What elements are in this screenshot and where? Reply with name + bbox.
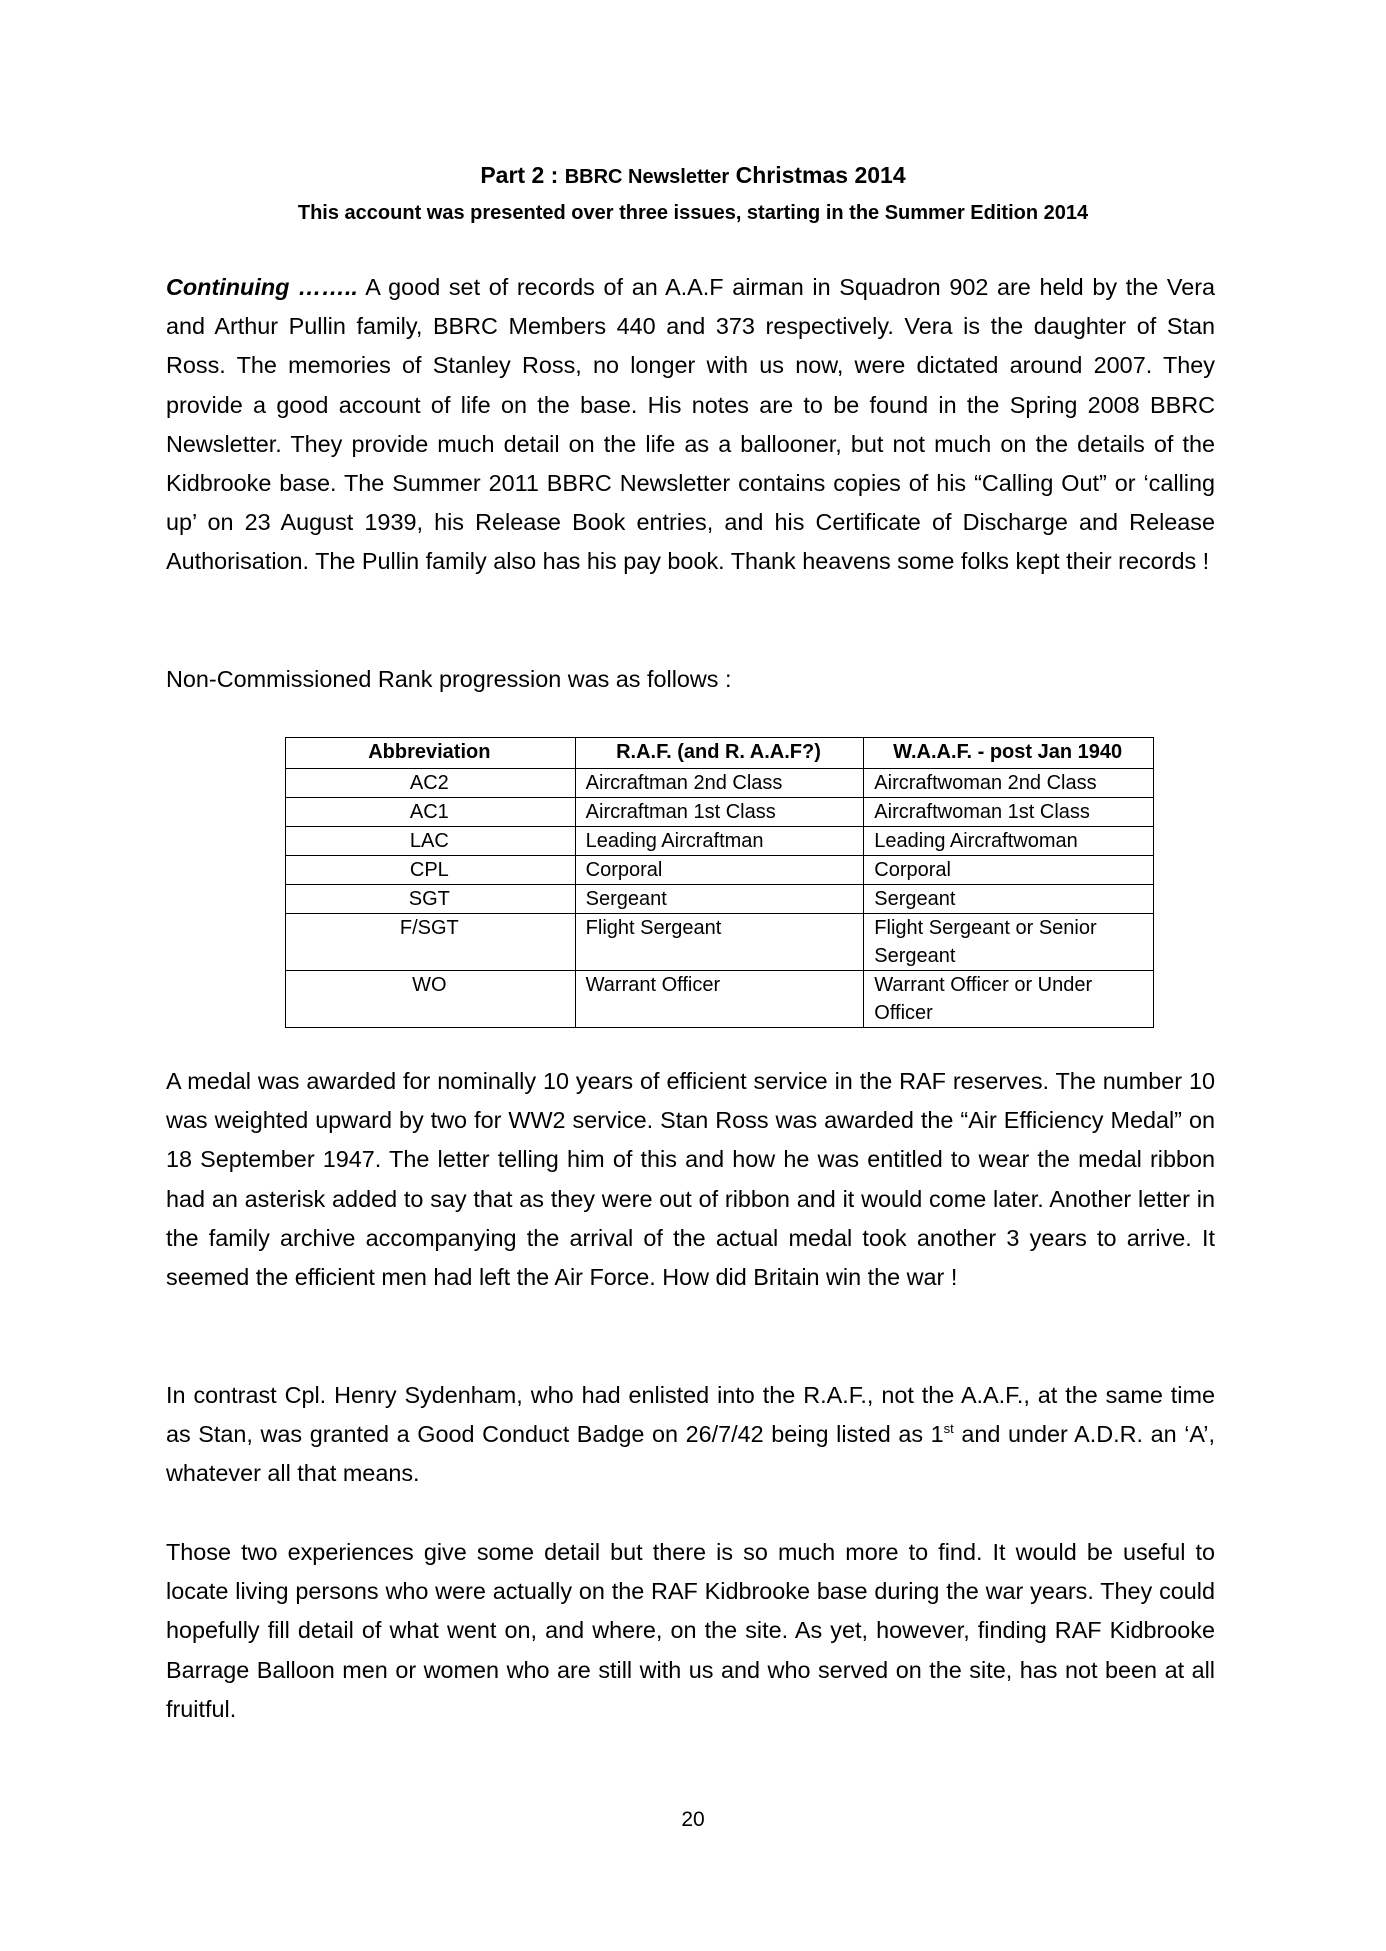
cell-abbreviation: WO	[286, 971, 576, 1028]
paragraph-text: and under A.D.R. an ‘A’, whatever all that means.	[166, 1421, 1215, 1487]
table-row	[286, 914, 1154, 971]
page-subtitle: This account was presented over three issues, starting in the Summer Edition 2014	[297, 202, 1089, 224]
cell-abbreviation: AC1	[286, 798, 576, 827]
paragraph-good-conduct-badge	[166, 1376, 1215, 1494]
continuing-lead: Continuing ……..	[166, 274, 358, 300]
paragraph-air-efficiency-medal: A medal was awarded for nominally 10 years of efficient service in the RAF reserves. The number 10 was weighted upward by two for WW2 service. Stan Ross was awarded the “Air Efficiency Medal” on 18 September 1947. The letter telling him of this and how he was entitled to wear the medal ribbon had an asterisk added to say that as they were out of ribbon and it would come later. Another letter in the family archive accompanying the arrival of the actual medal took another 3 years to arrive. It seemed the efficient men had left the Air Force. How did Britain win the war !	[166, 1068, 1215, 1291]
paragraph-pullin-records	[166, 268, 1215, 582]
paragraph-text: A good set of records of an A.A.F airman in Squadron 902 are held by the Vera and Arthur Pullin family, BBRC Members 440 and 373 respectively. Vera is the daughter of Stan Ross. The memories of Stanley Ross, no longer with us now, were dictated around 2007. They provide a good account of life on the base. His notes are to be found in the Spring 2008 BBRC Newsletter. They provide much detail on the life as a ballooner, but not much on the details of the Kidbrooke base. The Summer 2011 BBRC Newsletter contains copies of his “Calling Out” or ‘calling up’ on 23 August 1939, his Release Book entries, and his Certificate of Discharge and Release Authorisation. The Pullin family also has his pay book. Thank heavens some folks kept their records !	[166, 274, 1215, 575]
paragraph-text: In contrast Cpl. Henry Sydenham, who had enlisted into the R.A.F., not the A.A.F., at the same time as Stan, was granted a Good Conduct Badge on 26/7/42 being listed as 1	[166, 1382, 1215, 1448]
title-part: Part 2 :	[480, 162, 559, 188]
cell-abbreviation: LAC	[286, 827, 576, 856]
table-row	[286, 885, 1154, 914]
table-intro: Non-Commissioned Rank progression was as follows :	[166, 666, 732, 692]
cell-raf-rank: Sergeant	[575, 885, 864, 914]
page-number: 20	[681, 1808, 705, 1831]
cell-raf-rank: Warrant Officer	[575, 971, 864, 1028]
ordinal-superscript: st	[943, 1421, 954, 1437]
cell-abbreviation: SGT	[286, 885, 576, 914]
rank-progression-table	[285, 737, 1154, 1028]
cell-abbreviation: AC2	[286, 769, 576, 798]
title-newsletter: BBRC Newsletter	[564, 166, 730, 188]
column-header-raf: R.A.F. (and R. A.A.F?)	[575, 738, 864, 769]
table-row	[286, 971, 1154, 1028]
cell-raf-rank: Corporal	[575, 856, 864, 885]
table-row	[286, 827, 1154, 856]
table-row	[286, 769, 1154, 798]
page-title	[0, 162, 1386, 189]
title-edition: Christmas 2014	[735, 162, 906, 188]
cell-waaf-rank: Aircraftwoman 1st Class	[864, 798, 1154, 827]
cell-waaf-rank: Leading Aircraftwoman	[864, 827, 1154, 856]
column-header-abbreviation: Abbreviation	[286, 738, 576, 769]
cell-raf-rank: Flight Sergeant	[575, 914, 864, 971]
cell-waaf-rank: Flight Sergeant or Senior Sergeant	[864, 914, 1154, 971]
cell-waaf-rank: Aircraftwoman 2nd Class	[864, 769, 1154, 798]
column-header-waaf: W.A.A.F. - post Jan 1940	[864, 738, 1154, 769]
cell-abbreviation: F/SGT	[286, 914, 576, 971]
table-header-row	[286, 738, 1154, 769]
cell-waaf-rank: Warrant Officer or Under Officer	[864, 971, 1154, 1028]
cell-waaf-rank: Corporal	[864, 856, 1154, 885]
table-row	[286, 798, 1154, 827]
cell-raf-rank: Aircraftman 1st Class	[575, 798, 864, 827]
cell-raf-rank: Leading Aircraftman	[575, 827, 864, 856]
table-row	[286, 856, 1154, 885]
paragraph-living-persons: Those two experiences give some detail but there is so much more to find. It would be useful to locate living persons who were actually on the RAF Kidbrooke base during the war years. They could hopefully fill detail of what went on, and where, on the site. As yet, however, finding RAF Kidbrooke Barrage Balloon men or women who are still with us and who served on the site, has not been at all fruitful.	[166, 1539, 1215, 1722]
cell-abbreviation: CPL	[286, 856, 576, 885]
cell-raf-rank: Aircraftman 2nd Class	[575, 769, 864, 798]
cell-waaf-rank: Sergeant	[864, 885, 1154, 914]
